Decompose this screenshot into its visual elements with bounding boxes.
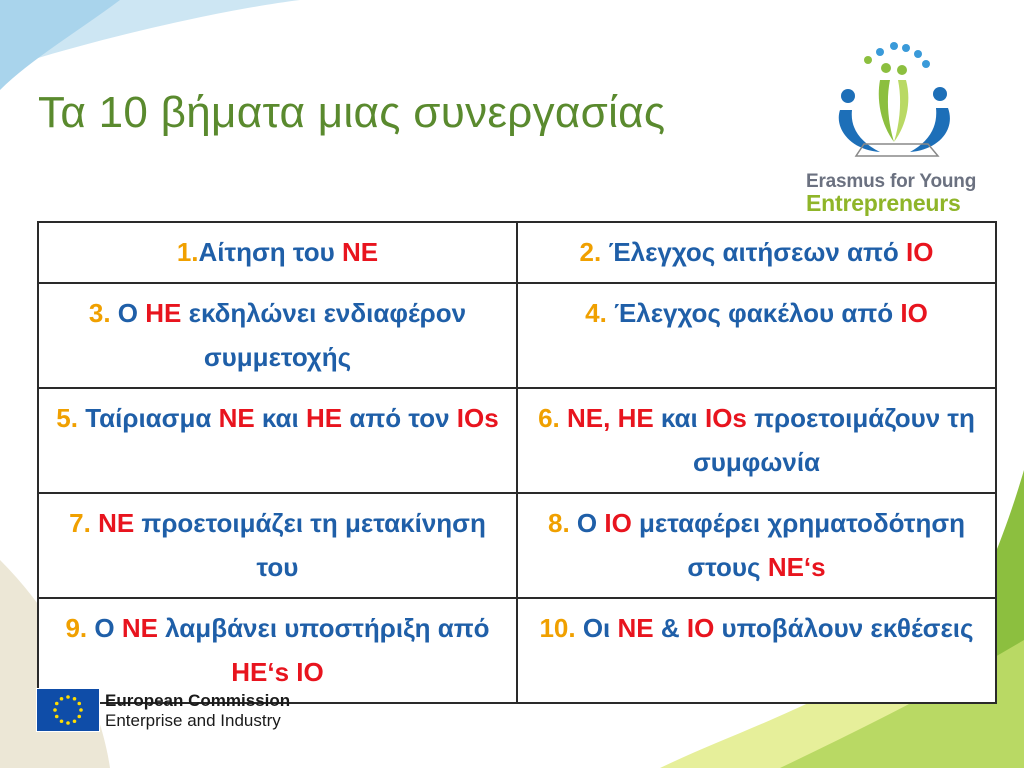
step-highlight: HE — [145, 298, 182, 328]
step-text: Ο — [87, 613, 122, 643]
ec-department: Enterprise and Industry — [105, 711, 281, 730]
eu-flag-icon — [36, 688, 100, 732]
european-commission-logo — [36, 688, 290, 732]
step-number: 6. — [538, 403, 560, 433]
step-highlight: HE — [305, 403, 343, 433]
step-text: εκδηλώνει ενδιαφέρον συμμετοχής — [181, 298, 467, 372]
logo-line2: Entrepreneurs — [806, 190, 961, 216]
step-text: Οι — [575, 613, 618, 643]
step-number: 1. — [176, 237, 199, 267]
eu-star — [55, 715, 59, 719]
step-cell — [38, 283, 517, 388]
step-highlight: NE — [98, 508, 135, 538]
step-highlight: IO — [906, 237, 934, 267]
eu-star — [73, 697, 77, 701]
step-cell — [517, 598, 996, 703]
step-number: 10. — [539, 613, 576, 643]
table-row — [38, 493, 996, 598]
step-text: και — [254, 403, 306, 433]
step-text: και — [653, 403, 705, 433]
eu-star — [66, 695, 70, 699]
table-row — [38, 283, 996, 388]
ec-name: European Commission — [105, 691, 291, 710]
step-text: μεταφέρει χρηματοδότηση στους — [631, 508, 965, 582]
steps-table — [37, 221, 997, 704]
step-text — [91, 508, 98, 538]
eu-star — [53, 708, 57, 712]
step-highlight: IO — [604, 508, 632, 538]
slide-title: Τα 10 βήματα μιας συνεργασίας — [38, 88, 666, 137]
step-highlight: NE — [121, 613, 158, 643]
eu-star — [73, 719, 77, 723]
step-highlight: NE, HE — [567, 403, 654, 433]
step-number: 3. — [88, 298, 111, 328]
eu-star — [66, 721, 70, 725]
step-text — [560, 403, 567, 433]
step-number: 7. — [69, 508, 91, 538]
step-cell — [38, 493, 517, 598]
table-row — [38, 222, 996, 283]
step-text: Ταίριασμα — [77, 403, 219, 433]
step-number: 8. — [547, 508, 570, 538]
eu-star — [77, 715, 81, 719]
step-number: 2. — [579, 237, 602, 267]
step-highlight: NE‘s — [767, 552, 826, 582]
erasmus-logo-text — [806, 172, 976, 215]
step-highlight: IO — [900, 298, 928, 328]
step-number: 9. — [65, 613, 88, 643]
step-text: Έλεγχος φακέλου από — [606, 298, 901, 328]
step-highlight: IOs — [704, 403, 747, 433]
step-text: προετοιμάζουν τη συμφωνία — [692, 403, 975, 477]
step-text: υποβάλουν εκθέσεις — [714, 613, 974, 643]
step-text: Έλεγχος αιτήσεων από — [601, 237, 906, 267]
step-cell — [517, 493, 996, 598]
eu-star — [60, 719, 64, 723]
step-text: Ο — [110, 298, 146, 328]
logo-dots — [841, 42, 947, 103]
step-number: 5. — [56, 403, 78, 433]
logo-line1: Erasmus for Young — [806, 171, 977, 192]
step-text: Αίτηση του — [198, 237, 343, 267]
step-text: λαμβάνει υποστήριξη από — [157, 613, 490, 643]
step-highlight: IOs — [456, 403, 499, 433]
step-highlight: HE‘s IO — [231, 657, 324, 687]
step-text: προετοιμάζει τη μετακίνηση του — [134, 508, 486, 582]
eu-star — [79, 708, 83, 712]
step-text: & — [653, 613, 687, 643]
step-number: 4. — [585, 298, 607, 328]
eu-star — [77, 702, 81, 706]
step-cell — [517, 283, 996, 388]
people-circle-icon — [820, 38, 970, 158]
eu-star — [60, 697, 64, 701]
step-highlight: NE — [617, 613, 654, 643]
step-cell — [38, 388, 517, 493]
step-highlight: NE — [342, 237, 379, 267]
step-highlight: NE — [218, 403, 255, 433]
table-row — [38, 388, 996, 493]
eu-star — [55, 702, 59, 706]
step-cell — [517, 222, 996, 283]
step-highlight: IO — [686, 613, 715, 643]
step-cell — [38, 222, 517, 283]
step-text: από τον — [342, 403, 457, 433]
step-cell — [517, 388, 996, 493]
step-text: Ο — [569, 508, 605, 538]
